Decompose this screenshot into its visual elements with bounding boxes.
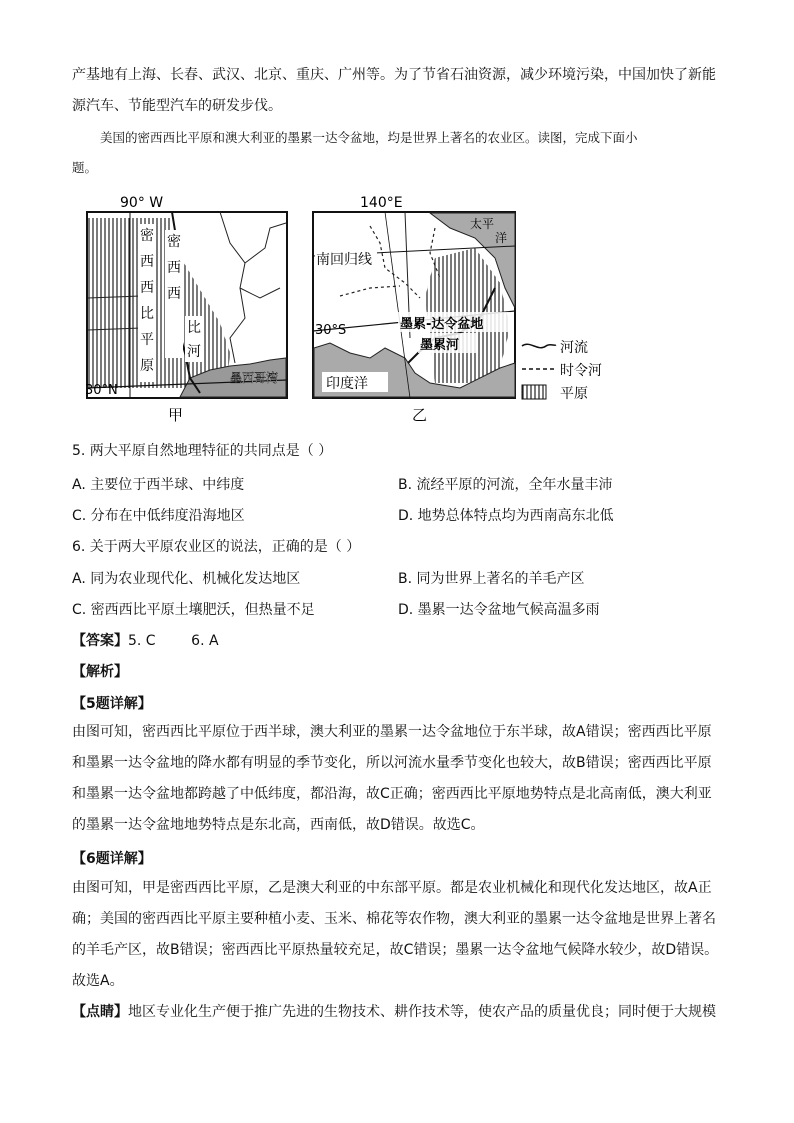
jia-lat-label: 30°N xyxy=(85,383,118,398)
jia-plain-label-2: 西 xyxy=(140,280,154,296)
yi-lon-label: 140°E xyxy=(360,195,403,211)
legend-seasonal-river: 时令河 xyxy=(560,363,602,379)
jia-lon-label: 90° W xyxy=(120,195,164,211)
intro-paragraph: 产基地有上海、长春、武汉、北京、重庆、广州等。为了节省石油资源，减少环境污染，中国加快了新能源汽车、节能型汽车的研发步伐。 xyxy=(72,67,716,114)
comment-paragraph xyxy=(72,997,722,1028)
answer-text: 5. C 6. A xyxy=(128,633,219,649)
yi-caption: 乙 xyxy=(412,406,428,423)
yi-ocean-label: 印度洋 xyxy=(326,376,368,392)
q6-option-b: B. 同为世界上著名的羊毛产区 xyxy=(398,571,585,587)
yi-pacific-label-2: 洋 xyxy=(495,231,508,245)
q5-option-d: D. 地势总体特点均为西南高东北低 xyxy=(398,508,614,524)
jia-plain-label-0: 密 xyxy=(140,228,154,244)
yi-lat-label: 30°S xyxy=(315,323,347,338)
q6-option-c: C. 密西西比平原土壤肥沃，但热量不足 xyxy=(72,602,315,618)
analysis-tag: 【解析】 xyxy=(72,664,128,680)
q6-option-d: D. 墨累一达令盆地气候高温多雨 xyxy=(398,602,600,618)
yi-tropic-label: 南回归线 xyxy=(316,252,372,268)
answer-line xyxy=(72,630,219,650)
jia-river-label-4: 河 xyxy=(187,344,201,360)
jia-river-label-3: 比 xyxy=(187,320,201,336)
detail6-text: 由图可知，甲是密西西比平原，乙是澳大利亚的中东部平原。都是农业机械化和现代化发达地区，故A正确；美国的密西西比平原主要种植小麦、玉米、棉花等农作物，澳大利亚的墨累一达令盆地是世界上著名的羊毛产区，故B错误；密西西比平原热量较充足，故C错误；墨累一达令盆地气候降水较少，故D错误。故选A。 xyxy=(72,880,719,989)
q5-stem: 5. 两大平原自然地理特征的共同点是（ ） xyxy=(72,443,333,459)
detail5-text: 由图可知，密西西比平原位于西半球，澳大利亚的墨累一达令盆地位于东半球，故A错误；密西西比平原和墨累一达令盆地的降水都有明显的季节变化，所以河流水量季节变化也较大，故B错误；密西西比平原和墨累一达令盆地都跨越了中低纬度，都沿海，故C正确；密西西比平原地势特点是北高南低，澳大利亚的墨累一达令盆地地势特点是东北高，西南低，故D错误。故选C。 xyxy=(72,724,712,833)
map-yi xyxy=(310,188,620,423)
map-jia xyxy=(80,188,295,423)
jia-plain-label-3: 比 xyxy=(140,306,154,322)
legend-river: 河流 xyxy=(560,340,588,356)
stimulus-line-1: 美国的密西西比平原和澳大利亚的墨累一达令盆地，均是世界上著名的农业区。读图，完成下面小 xyxy=(100,130,638,145)
comment-text: 地区专业化生产便于推广先进的生物技术、耕作技术等，使农产品的质量优良；同时便于大规模 xyxy=(128,1004,716,1020)
jia-plain-label-4: 平 xyxy=(140,332,154,348)
jia-plain-label-5: 原 xyxy=(140,358,154,374)
q6-stem: 6. 关于两大平原农业区的说法，正确的是（ ） xyxy=(72,539,361,555)
jia-river-label-1: 西 xyxy=(167,260,181,276)
jia-river-label-2: 西 xyxy=(167,286,181,302)
detail5-tag: 【5题详解】 xyxy=(72,696,152,712)
jia-gulf-label: 墨西哥湾 xyxy=(230,371,279,385)
yi-basin-label: 墨累-达令盆地 xyxy=(400,317,484,332)
comment-tag: 【点睛】 xyxy=(72,1004,128,1020)
jia-caption: 甲 xyxy=(168,406,184,423)
q5-option-b: B. 流经平原的河流，全年水量丰沛 xyxy=(398,477,613,493)
stimulus-line-2: 题。 xyxy=(72,160,98,175)
q6-option-a: A. 同为农业现代化、机械化发达地区 xyxy=(72,571,301,587)
detail6-tag: 【6题详解】 xyxy=(72,851,152,867)
q5-option-c: C. 分布在中低纬度沿海地区 xyxy=(72,508,245,524)
q5-option-a: A. 主要位于西半球、中纬度 xyxy=(72,477,245,493)
map-legend xyxy=(522,339,602,402)
jia-river-label-0: 密 xyxy=(167,234,181,250)
legend-plain: 平原 xyxy=(560,386,588,402)
yi-river-label: 墨累河 xyxy=(420,338,460,353)
answer-tag: 【答案】 xyxy=(72,633,128,649)
jia-plain-label-1: 西 xyxy=(140,254,154,270)
yi-pacific-label-1: 太平 xyxy=(470,217,495,231)
